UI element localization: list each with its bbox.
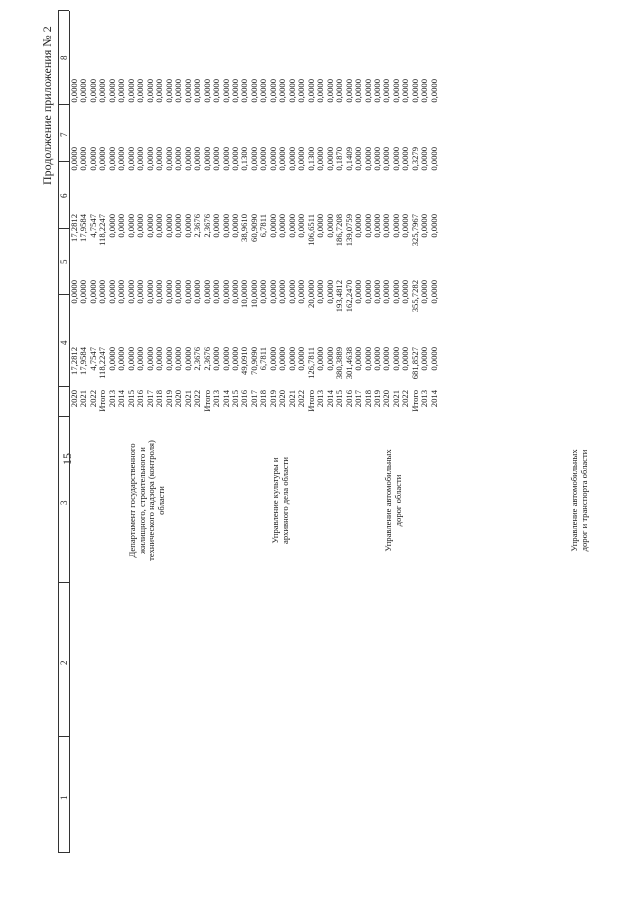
department-name: Управление автомобильных дорог и транспорта области — [569, 449, 589, 552]
table-cell: 0,0000 — [286, 214, 297, 238]
col-border — [58, 416, 69, 417]
table-cell: 10,0000 — [239, 280, 250, 308]
table-cell: 2019 — [267, 390, 278, 408]
table-cell: 2015 — [229, 390, 240, 408]
table-cell: 0,0000 — [211, 147, 222, 171]
table-cell: 2020 — [277, 390, 288, 408]
table-cell: 0,0000 — [324, 347, 335, 371]
table-cell: 2017 — [144, 390, 155, 408]
header-col-4: 4 — [59, 340, 69, 345]
table-cell: 0,0000 — [267, 347, 278, 371]
table-cell: 0,0000 — [78, 280, 89, 304]
table-cell: 0,0000 — [154, 79, 165, 103]
table-cell: 6,7811 — [258, 214, 269, 238]
col-border — [58, 852, 69, 853]
table-cell: 2020 — [69, 390, 79, 408]
table-cell: 2021 — [286, 390, 297, 408]
col-border — [58, 161, 69, 162]
table-cell: 0,0000 — [296, 347, 307, 371]
table-cell: 681,8527 — [409, 347, 420, 380]
header-col-2: 2 — [59, 660, 69, 665]
department-name: Департамент государственного жилищного, строительного и технического надзора (контроля) области — [127, 440, 166, 561]
table-cell: 2014 — [116, 390, 127, 408]
table-cell: 0,0000 — [372, 347, 382, 371]
header-col-6: 6 — [59, 193, 69, 198]
table-cell: 325,7967 — [409, 214, 420, 247]
table-cell: 2020 — [173, 390, 184, 408]
table-cell: 0,0000 — [135, 147, 146, 171]
table-cell: 0,0000 — [211, 280, 222, 304]
table-cell: 0,0000 — [135, 214, 146, 238]
table-cell: 2017 — [248, 390, 259, 408]
table-cell: 0,0000 — [362, 280, 373, 304]
table-cell: 0,0000 — [296, 147, 307, 171]
table-cell: 2013 — [211, 390, 222, 408]
table-cell: 70,9090 — [248, 347, 259, 375]
table-cell: 186,7208 — [334, 214, 345, 247]
table-cell: 60,9090 — [248, 214, 259, 242]
col-border — [58, 10, 69, 11]
table-cell: 0,0000 — [286, 147, 297, 171]
table-cell: 0,0000 — [324, 280, 335, 304]
table-cell: 0,0000 — [267, 280, 278, 304]
table-cell: Итого — [97, 390, 108, 412]
table-cell: 0,0000 — [315, 347, 326, 371]
table-cell: 0,0000 — [324, 214, 335, 238]
table-cell: 0,0000 — [220, 214, 231, 238]
table-cell: 0,0000 — [116, 79, 127, 103]
col-5-values — [70, 280, 439, 320]
table-cell: 0,0000 — [144, 280, 155, 304]
col-border — [58, 294, 69, 295]
table-cell: 0,0000 — [182, 147, 193, 171]
table-cell: 0,0000 — [353, 79, 364, 103]
page-number: 15 — [60, 453, 74, 465]
table-cell: 0,0000 — [428, 147, 439, 171]
table-cell: 0,0000 — [286, 79, 297, 103]
table-cell: 0,0000 — [173, 280, 184, 304]
table-cell: 0,0000 — [315, 214, 326, 238]
table-cell: 0,0000 — [106, 280, 117, 304]
table-cell: 0,0000 — [154, 280, 165, 304]
table-cell: 0,0000 — [144, 79, 155, 103]
table-cell: 0,0000 — [419, 347, 430, 371]
table-cell: 0,0000 — [428, 214, 439, 238]
table-cell: 0,0000 — [381, 147, 392, 171]
table-cell: 0,0000 — [87, 147, 98, 171]
table-cell: 0,1409 — [343, 147, 354, 171]
table-cell: 6,7811 — [258, 347, 269, 371]
table-cell: Итого — [201, 390, 212, 412]
header-bottom-border — [69, 11, 70, 853]
table-cell: 2013 — [315, 390, 326, 408]
table-cell: 2018 — [258, 390, 269, 408]
table-cell: 2018 — [154, 390, 165, 408]
table-cell: 0,0000 — [163, 280, 174, 304]
table-cell: 0,0000 — [192, 280, 203, 304]
header-col-5: 5 — [59, 259, 69, 264]
table-cell: 0,0000 — [173, 214, 184, 238]
table-cell: 0,0000 — [106, 214, 117, 238]
table-cell: 2021 — [78, 390, 89, 408]
table-cell: 0,0000 — [267, 147, 278, 171]
table-cell: 0,0000 — [182, 347, 193, 371]
col-border — [58, 104, 69, 105]
table-cell: 0,0000 — [69, 147, 79, 171]
table-cell: 17,2812 — [69, 347, 79, 375]
col-border — [58, 386, 69, 387]
col-8-values — [70, 79, 439, 119]
table-cell: 0,0000 — [362, 214, 373, 238]
table-cell: 0,0000 — [229, 79, 240, 103]
table-cell: 0,0000 — [267, 214, 278, 238]
table-cell: 0,0000 — [324, 147, 335, 171]
table-cell: 0,0000 — [258, 147, 269, 171]
year-column — [70, 390, 439, 417]
table-cell: 0,0000 — [182, 280, 193, 304]
table-cell: 0,0000 — [324, 79, 335, 103]
table-cell: 0,1870 — [334, 147, 345, 171]
table-cell: 139,0759 — [343, 214, 354, 247]
table-cell: 0,0000 — [353, 347, 364, 371]
table-cell: 0,0000 — [125, 147, 136, 171]
header-col-3: 3 — [59, 500, 69, 505]
table-cell: 0,0000 — [116, 147, 127, 171]
table-cell: 0,0000 — [372, 280, 382, 304]
table-cell: 0,0000 — [173, 147, 184, 171]
header-col-7: 7 — [59, 132, 69, 137]
table-cell: 0,0000 — [419, 147, 430, 171]
table-cell: 0,0000 — [353, 280, 364, 304]
table-cell: 4,7547 — [87, 347, 98, 371]
table-cell: 0,0000 — [381, 214, 392, 238]
table-cell: 0,0000 — [390, 147, 401, 171]
table-cell: 193,4812 — [334, 280, 345, 313]
table-cell: 0,0000 — [135, 280, 146, 304]
table-cell: 2015 — [125, 390, 136, 408]
table-cell: 0,0000 — [106, 147, 117, 171]
table-cell: Итого — [305, 390, 316, 412]
table-cell: 0,0000 — [372, 147, 382, 171]
table-cell: 0,0000 — [315, 147, 326, 171]
table-cell: 0,0000 — [163, 214, 174, 238]
table-cell: 162,2470 — [343, 280, 354, 313]
table-cell: 17,2812 — [69, 214, 79, 242]
table-cell: 0,0000 — [381, 347, 392, 371]
table-cell: 380,3889 — [334, 347, 345, 380]
table-cell: 0,0000 — [220, 147, 231, 171]
table-cell: 2,3676 — [192, 347, 203, 371]
table-cell: 2019 — [163, 390, 174, 408]
table-cell: 0,0000 — [87, 79, 98, 103]
table-cell: 0,0000 — [106, 79, 117, 103]
table-cell: 0,0000 — [182, 214, 193, 238]
table-cell: 2018 — [362, 390, 373, 408]
table-cell: 0,0000 — [125, 347, 136, 371]
table-cell: 0,0000 — [277, 147, 288, 171]
table-cell: 0,0000 — [97, 79, 108, 103]
table-cell: 2020 — [381, 390, 392, 408]
table-cell: 0,0000 — [144, 214, 155, 238]
table-cell: 2022 — [192, 390, 203, 408]
table-cell: 0,0000 — [125, 214, 136, 238]
table-cell: 0,0000 — [258, 280, 269, 304]
table-cell: 17,9584 — [78, 347, 89, 375]
table-cell: 0,0000 — [248, 147, 259, 171]
table-cell: 0,0000 — [353, 147, 364, 171]
table-cell: 0,0000 — [154, 347, 165, 371]
table-cell: 0,0000 — [419, 79, 430, 103]
department-name: Управление культуры и архивного дела области — [270, 457, 290, 544]
table-cell: 0,0000 — [390, 280, 401, 304]
table-cell: 2014 — [428, 390, 439, 408]
table-cell: 0,0000 — [116, 214, 127, 238]
table-cell: 0,0000 — [258, 79, 269, 103]
table-top-border — [58, 11, 59, 853]
table-cell: 0,3279 — [409, 147, 420, 171]
table-cell: 2019 — [372, 390, 382, 408]
table-cell: 0,0000 — [400, 347, 411, 371]
table-cell: 0,0000 — [239, 79, 250, 103]
table-cell: 0,0000 — [372, 79, 382, 103]
table-cell: 0,0000 — [163, 347, 174, 371]
table-cell: 0,0000 — [173, 347, 184, 371]
table-cell: 0,0000 — [220, 280, 231, 304]
table-cell: 0,0000 — [116, 347, 127, 371]
col-6-values — [70, 214, 439, 254]
table-cell: 0,0000 — [400, 147, 411, 171]
table-cell: 0,0000 — [372, 214, 382, 238]
table-cell: 0,0000 — [428, 347, 439, 371]
table-cell: 0,0000 — [419, 280, 430, 304]
table-cell: 2013 — [419, 390, 430, 408]
table-cell: 2015 — [334, 390, 345, 408]
table-cell: 0,0000 — [182, 79, 193, 103]
table-cell: 10,0000 — [248, 280, 259, 308]
table-cell: 0,0000 — [267, 79, 278, 103]
table-cell: 38,9610 — [239, 214, 250, 242]
table-cell: 0,0000 — [362, 347, 373, 371]
table-cell: 0,0000 — [220, 347, 231, 371]
table-cell: 2017 — [353, 390, 364, 408]
table-cell: 2014 — [324, 390, 335, 408]
table-cell: 0,0000 — [163, 79, 174, 103]
table-cell: 355,7282 — [409, 280, 420, 313]
table-cell: 0,0000 — [286, 280, 297, 304]
table-cell: 0,0000 — [192, 147, 203, 171]
table-cell: 0,0000 — [315, 79, 326, 103]
table-cell: 0,0000 — [201, 280, 212, 304]
table-cell: 0,0000 — [211, 214, 222, 238]
table-cell: 0,0000 — [97, 280, 108, 304]
table-cell: 2022 — [87, 390, 98, 408]
table-cell: 2022 — [400, 390, 411, 408]
table-cell: 2021 — [390, 390, 401, 408]
table-cell: 0,0000 — [296, 214, 307, 238]
table-cell: 0,0000 — [343, 79, 354, 103]
table-cell: 0,0000 — [381, 79, 392, 103]
table-cell: 2016 — [343, 390, 354, 408]
table-cell: 0,0000 — [362, 147, 373, 171]
table-cell: 0,0000 — [315, 280, 326, 304]
col-border — [58, 228, 69, 229]
table-cell: 118,2247 — [97, 214, 108, 246]
table-cell: 0,0000 — [334, 79, 345, 103]
col-4-values — [70, 347, 439, 387]
table-cell: 2,3676 — [201, 214, 212, 238]
table-cell: 0,0000 — [229, 147, 240, 171]
table-cell: 0,0000 — [154, 214, 165, 238]
table-cell: 0,0000 — [428, 280, 439, 304]
table-cell: 0,0000 — [277, 79, 288, 103]
table-cell: 2013 — [106, 390, 117, 408]
table-cell: 2016 — [135, 390, 146, 408]
table-cell: 0,0000 — [277, 280, 288, 304]
table-cell: 0,0000 — [428, 79, 439, 103]
table-cell: 0,0000 — [390, 214, 401, 238]
table-cell: 0,0000 — [106, 347, 117, 371]
table-cell: 0,0000 — [296, 280, 307, 304]
table-cell: 0,0000 — [144, 147, 155, 171]
table-cell: 0,0000 — [248, 79, 259, 103]
table-cell: 0,0000 — [305, 79, 316, 103]
table-cell: 2,3676 — [192, 214, 203, 238]
table-cell: 118,2247 — [97, 347, 108, 379]
table-cell: 0,0000 — [154, 147, 165, 171]
table-cell: 0,0000 — [220, 79, 231, 103]
table-cell: 0,0000 — [201, 79, 212, 103]
table-cell: 0,0000 — [116, 280, 127, 304]
table-cell: 126,7811 — [305, 347, 316, 379]
table-cell: 0,0000 — [69, 79, 79, 103]
col-border — [58, 582, 69, 583]
col-border — [58, 736, 69, 737]
table-cell: 0,0000 — [296, 79, 307, 103]
table-cell: 0,0000 — [353, 214, 364, 238]
table-cell: 0,1300 — [239, 147, 250, 171]
table-cell: 0,0000 — [173, 79, 184, 103]
table-cell: 0,0000 — [125, 79, 136, 103]
table-cell: 0,1300 — [305, 147, 316, 171]
table-cell: 0,0000 — [419, 214, 430, 238]
table-cell: 20,0000 — [305, 280, 316, 308]
header-col-1: 1 — [59, 795, 69, 800]
table-cell: 0,0000 — [201, 147, 212, 171]
table-cell: 49,0910 — [239, 347, 250, 375]
header-col-8: 8 — [59, 55, 69, 60]
continuation-title: Продолжение приложения № 2 — [40, 26, 54, 185]
table-cell: 0,0000 — [192, 79, 203, 103]
table-cell: 2022 — [296, 390, 307, 408]
table-cell: 0,0000 — [277, 214, 288, 238]
table-cell: 0,0000 — [135, 79, 146, 103]
table-cell: 0,0000 — [381, 280, 392, 304]
table-cell: 17,9584 — [78, 214, 89, 242]
table-cell: 0,0000 — [78, 147, 89, 171]
table-cell: 2,3676 — [201, 347, 212, 371]
table-cell: 0,0000 — [69, 280, 79, 304]
table-cell: 0,0000 — [400, 79, 411, 103]
table-cell: 2016 — [239, 390, 250, 408]
table-cell: 2021 — [182, 390, 193, 408]
table-cell: 0,0000 — [144, 347, 155, 371]
table-cell: 106,6511 — [305, 214, 316, 246]
table-cell: 0,0000 — [400, 214, 411, 238]
table-cell: 0,0000 — [400, 280, 411, 304]
table-cell: 0,0000 — [229, 347, 240, 371]
table-cell: 0,0000 — [390, 79, 401, 103]
table-cell: 0,0000 — [78, 79, 89, 103]
table-cell: 0,0000 — [97, 147, 108, 171]
table-cell: 0,0000 — [125, 280, 136, 304]
table-cell: 0,0000 — [390, 347, 401, 371]
table-cell: 0,0000 — [277, 347, 288, 371]
table-cell: 0,0000 — [135, 347, 146, 371]
table-cell: 0,0000 — [362, 79, 373, 103]
table-cell: 0,0000 — [409, 79, 420, 103]
table-cell: 4,7547 — [87, 214, 98, 238]
table-cell: 0,0000 — [286, 347, 297, 371]
table-cell: 0,0000 — [87, 280, 98, 304]
table-cell: 0,0000 — [211, 347, 222, 371]
col-7-values — [70, 147, 439, 187]
table-cell: 301,4638 — [343, 347, 354, 380]
table-cell: 0,0000 — [229, 214, 240, 238]
table-cell: 0,0000 — [229, 280, 240, 304]
table-cell: Итого — [409, 390, 420, 412]
table-cell: 0,0000 — [211, 79, 222, 103]
department-name: Управление автомобильных дорог области — [383, 449, 403, 552]
table-cell: 2014 — [220, 390, 231, 408]
table-cell: 0,0000 — [163, 147, 174, 171]
